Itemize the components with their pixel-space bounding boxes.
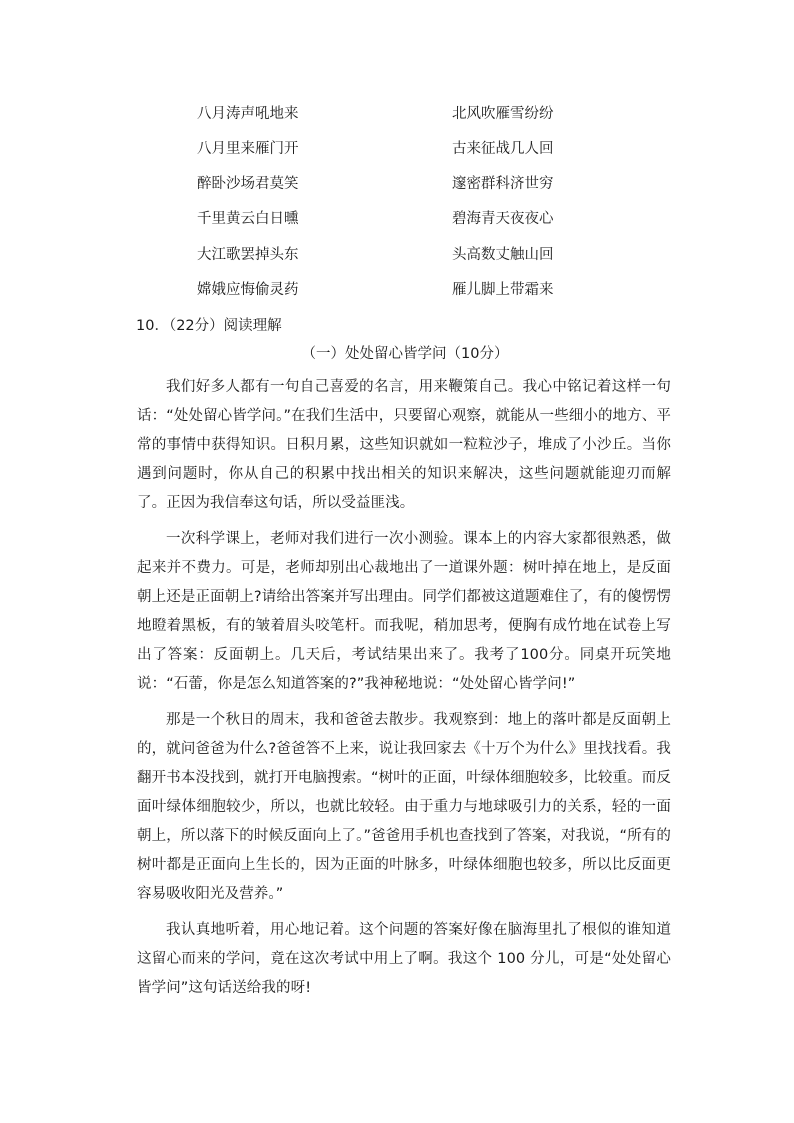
- pair-left-line: 八月涛声吼地来: [197, 106, 299, 122]
- pair-left-line: 醉卧沙场君莫笑: [197, 176, 299, 192]
- passage-paragraph: 我认真地听着，用心地记着。这个问题的答案好像在脑海里扎了根似的谁知道这留心而来的学问，竟在这次考试中用上了啊。我这个 100 分儿，可是“处处留心皆学问”这句话送给我的呀!: [137, 922, 671, 996]
- pair-right-line: 古来征战几人回: [452, 141, 554, 157]
- passage-paragraph: 我们好多人都有一句自己喜爱的名言，用来鞭策自己。我心中铭记着这样一句话：“处处留心皆学问。”在我们生活中，只要留心观察，就能从一些细小的地方、平常的事情中获得知识。日积月累，这些知识就如一粒粒沙子，堆成了小沙丘。当你遇到问题时，你从自己的积累中找出相关的知识来解决，这些问题就能迎刃而解了。正因为我信奉这句话，所以受益匪浅。: [137, 379, 671, 511]
- pair-right-line: 北风吹雁雪纷纷: [452, 106, 554, 122]
- question-header: 10．（22分）阅读理解: [136, 318, 282, 334]
- passage-paragraph: 那是一个秋日的周末，我和爸爸去散步。我观察到：地上的落叶都是反面朝上的，就问爸爸为什么?爸爸答不上来，说让我回家去《十万个为什么》里找找看。我翻开书本没找到，就打开电脑搜索。“树叶的正面，叶绿体细胞较多，比较重。而反面叶绿体细胞较少，所以，也就比较轻。由于重力与地球吸引力的关系，轻的一面朝上，所以落下的时候反面向上了。”爸爸用手机也查找到了答案，对我说，“所有的树叶都是正面向上生长的，因为正面的叶脉多，叶绿体细胞也较多，所以比反面更容易吸收阳光及营养。”: [137, 712, 671, 902]
- pair-right-line: 头高数丈触山回: [452, 247, 554, 263]
- pair-row: [0, 137, 794, 161]
- pair-row: [0, 172, 794, 196]
- pair-row: [0, 207, 794, 231]
- section-title: （一）处处留心皆学问（10分）: [301, 346, 509, 362]
- pair-left-line: 千里黄云白日曛: [197, 211, 299, 227]
- pair-right-line: 碧海青天夜夜心: [452, 211, 554, 227]
- pair-right-line: 雁儿脚上带霜来: [452, 282, 554, 298]
- pair-right-line: 邃密群科济世穷: [452, 176, 554, 192]
- passage-paragraph: 一次科学课上，老师对我们进行一次小测验。课本上的内容大家都很熟悉，做起来并不费力。可是，老师却别出心裁地出了一道课外题：树叶掉在地上，是反面朝上还是正面朝上?请给出答案并写出理由。同学们都被这道题难住了，有的傻愣愣地瞪着黑板，有的皱着眉头咬笔杆。而我呢，稍加思考，便胸有成竹地在试卷上写出了答案：反面朝上。几天后，考试结果出来了。我考了100分。同桌开玩笑地说：“石蕾，你是怎么知道答案的?”我神秘地说：“处处留心皆学问!”: [137, 531, 671, 692]
- pair-left-line: 八月里来雁门开: [197, 141, 299, 157]
- reading-passage: [137, 373, 671, 1010]
- pair-left-line: 嫦娥应悔偷灵药: [197, 282, 299, 298]
- pair-left-line: 大江歌罢掉头东: [197, 247, 299, 263]
- pair-row: [0, 102, 794, 126]
- pair-row: [0, 243, 794, 267]
- pair-row: [0, 278, 794, 302]
